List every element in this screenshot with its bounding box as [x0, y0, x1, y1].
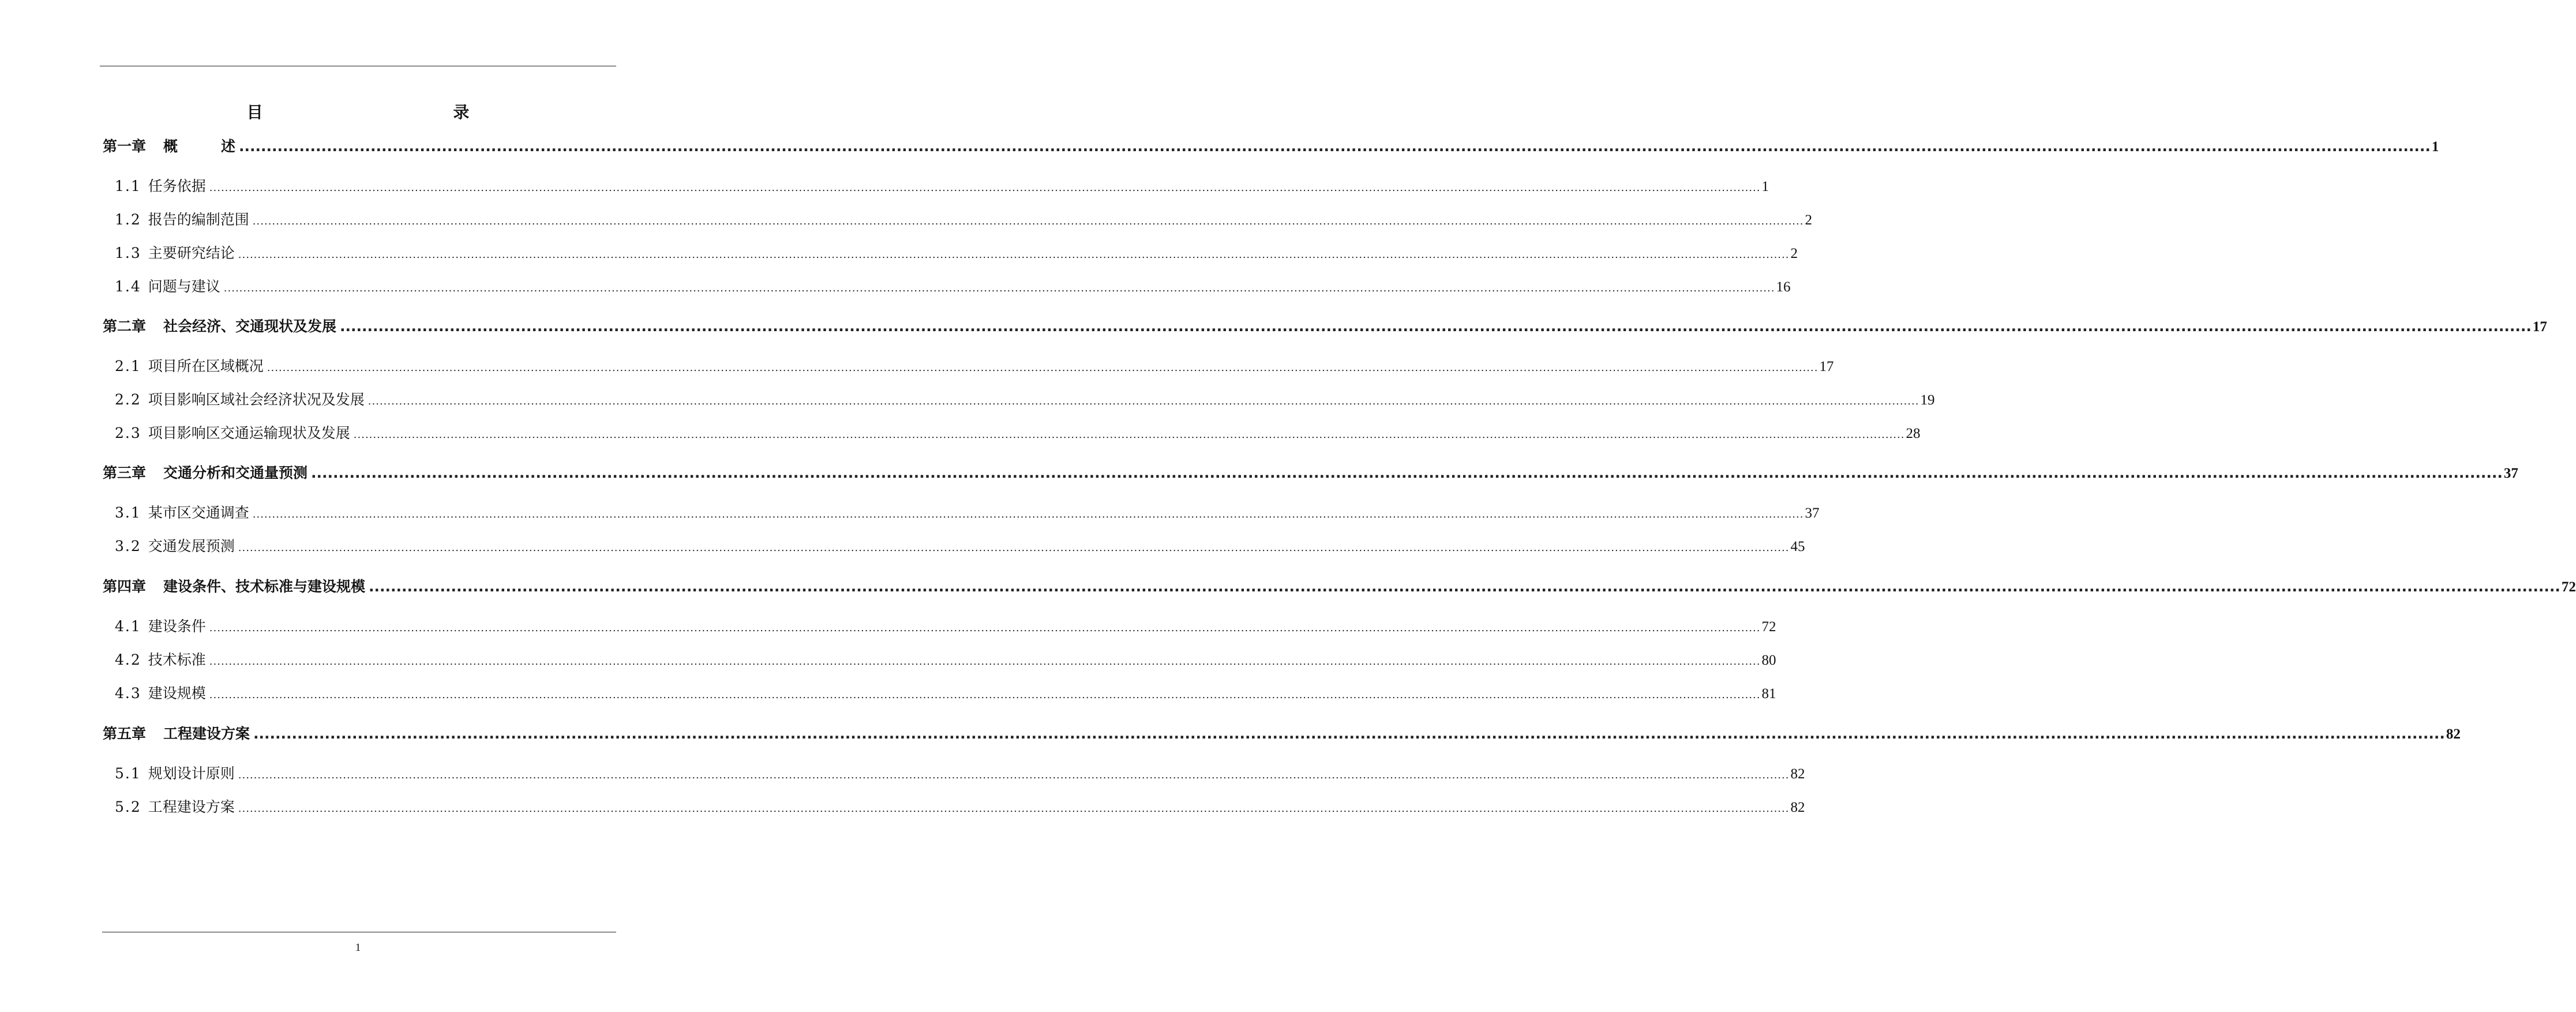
toc-entry-label — [115, 420, 350, 447]
toc-entry-page-number: 82 — [1790, 766, 1805, 782]
toc-entry-label — [103, 133, 235, 160]
toc-entry-number: 第一章 — [103, 138, 147, 155]
toc-entry-number: 5.1 — [115, 765, 141, 782]
toc-entry-label — [103, 460, 308, 486]
toc-entry-page-number: 17 — [2532, 319, 2547, 335]
toc-section-entry[interactable] — [115, 207, 1812, 233]
toc-entry-page-number: 82 — [1790, 800, 1805, 815]
toc-entry-page-number: 28 — [1906, 426, 1921, 441]
dot-leader: ................................................................................................................................................................................................................................................................................................................................................................................................................ — [209, 655, 1761, 668]
toc-entry-title: 规划设计原则 — [148, 765, 235, 782]
toc-entry-label — [115, 173, 206, 200]
toc-entry-label — [103, 721, 250, 747]
dot-leader: ................................................................................................................................................................................................................................................................................................................................................................................................................ — [209, 182, 1761, 194]
toc-entry-number: 2.2 — [115, 391, 141, 408]
toc-chapter-entry[interactable] — [103, 313, 2547, 340]
dot-leader: ................................................................................................................................................................................................................................................................................................................................................................................................................ — [238, 803, 1790, 815]
toc-entry-page-number: 16 — [1776, 279, 1791, 295]
toc-entry-label — [115, 760, 235, 787]
dot-leader: ................................................................................................................................................................................................................................................................................................................................................................................................................ — [238, 769, 1790, 781]
toc-entry-title: 报告的编制范围 — [148, 211, 249, 228]
toc-entry-title: 项目所在区域概况 — [148, 358, 264, 374]
toc-entry-title: 工程建设方案 — [148, 799, 235, 815]
dot-leader: ................................................................................................................................................................................................................................................................................................................................................................................................................ — [238, 249, 1790, 261]
toc-entry-title: 社会经济、交通现状及发展 — [163, 318, 337, 335]
toc-entry-label — [115, 680, 206, 707]
dot-leader: ................................................................................................................................................................................................................................................................................................................................................................................................................ — [340, 318, 2532, 335]
dot-leader: ................................................................................................................................................................................................................................................................................................................................................................................................................ — [209, 622, 1761, 634]
toc-chapter-entry[interactable] — [103, 574, 2576, 600]
toc-chapter-entry[interactable] — [103, 721, 2461, 747]
toc-entry-number: 第五章 — [103, 725, 147, 742]
toc-section-entry[interactable] — [115, 273, 1791, 300]
toc-entry-number: 2.1 — [115, 358, 141, 374]
dot-leader: ................................................................................................................................................................................................................................................................................................................................................................................................................ — [252, 508, 1804, 520]
toc-entry-number: 4.2 — [115, 651, 141, 668]
toc-entry-title: 交通发展预测 — [148, 538, 235, 554]
toc-entry-label — [103, 574, 365, 600]
toc-entry-title: 任务依据 — [148, 178, 206, 194]
toc-entry-number: 3.2 — [115, 538, 141, 554]
toc-section-entry[interactable] — [115, 680, 1776, 707]
toc-section-entry[interactable] — [115, 647, 1776, 673]
toc-entry-number: 1.1 — [115, 178, 141, 194]
toc-entry-page-number: 1 — [2431, 139, 2439, 155]
toc-entry-number: 1.2 — [115, 211, 141, 228]
footer-page-number: 1 — [355, 942, 361, 954]
toc-entry-page-number: 72 — [1761, 619, 1776, 635]
dot-leader: ................................................................................................................................................................................................................................................................................................................................................................................................................ — [223, 282, 1775, 294]
dot-leader: ................................................................................................................................................................................................................................................................................................................................................................................................................ — [369, 578, 2560, 595]
toc-entry-number: 4.1 — [115, 618, 141, 635]
toc-section-entry[interactable] — [115, 500, 1820, 526]
toc-section-entry[interactable] — [115, 420, 1921, 447]
toc-section-entry[interactable] — [115, 173, 1769, 200]
toc-entry-page-number: 2 — [1790, 246, 1798, 261]
toc-entry-title: 交通分析和交通量预测 — [163, 464, 308, 481]
toc-entry-page-number: 80 — [1761, 653, 1776, 668]
dot-leader: ................................................................................................................................................................................................................................................................................................................................................................................................................ — [253, 725, 2445, 742]
dot-leader: ................................................................................................................................................................................................................................................................................................................................................................................................................ — [311, 464, 2503, 481]
toc-entry-title: 主要研究结论 — [148, 245, 235, 261]
toc-entry-number: 5.2 — [115, 799, 141, 815]
toc-entry-label — [115, 240, 235, 267]
dot-leader: ................................................................................................................................................................................................................................................................................................................................................................................................................ — [238, 542, 1790, 554]
toc-entry-number: 第四章 — [103, 578, 147, 595]
dot-leader: ................................................................................................................................................................................................................................................................................................................................................................................................................ — [353, 429, 1905, 441]
toc-entry-page-number: 1 — [1761, 179, 1769, 194]
toc-entry-label — [103, 313, 336, 340]
toc-entry-page-number: 19 — [1920, 392, 1935, 408]
toc-section-entry[interactable] — [115, 794, 1805, 820]
toc-entry-label — [115, 533, 235, 560]
toc-entry-title: 项目影响区交通运输现状及发展 — [148, 425, 350, 441]
toc-entry-page-number: 45 — [1790, 539, 1805, 554]
toc-entry-title: 项目影响区域社会经济状况及发展 — [148, 391, 365, 408]
toc-entry-label — [115, 207, 249, 233]
toc-title: 目 录 — [246, 103, 562, 122]
toc-entry-page-number: 81 — [1761, 686, 1776, 702]
toc-entry-number: 第三章 — [103, 464, 147, 481]
toc-entry-number: 4.3 — [115, 685, 141, 702]
dot-leader: ................................................................................................................................................................................................................................................................................................................................................................................................................ — [368, 395, 1919, 407]
toc-entry-page-number: 37 — [1805, 505, 1820, 521]
toc-entry-title: 建设规模 — [148, 685, 206, 702]
toc-entry-number: 1.3 — [115, 245, 141, 261]
toc-chapter-entry[interactable] — [103, 460, 2518, 486]
toc-entry-title: 问题与建议 — [148, 278, 220, 295]
toc-entry-page-number: 82 — [2446, 726, 2461, 742]
dot-leader: ................................................................................................................................................................................................................................................................................................................................................................................................................ — [209, 689, 1761, 701]
toc-entry-title: 建设条件 — [148, 618, 206, 635]
toc-section-entry[interactable] — [115, 613, 1776, 640]
toc-entry-label — [115, 353, 264, 380]
toc-section-entry[interactable] — [115, 240, 1798, 267]
toc-entry-title: 建设条件、技术标准与建设规模 — [163, 578, 366, 595]
dot-leader: ................................................................................................................................................................................................................................................................................................................................................................................................................ — [267, 362, 1818, 374]
toc-entry-page-number: 17 — [1819, 359, 1834, 374]
toc-chapter-entry[interactable] — [103, 133, 2439, 160]
toc-entry-page-number: 72 — [2561, 579, 2576, 595]
toc-entry-number: 3.1 — [115, 504, 141, 521]
toc-entry-label — [115, 794, 235, 820]
toc-entry-number: 1.4 — [115, 278, 141, 295]
toc-entry-title: 技术标准 — [148, 651, 206, 668]
toc-entry-title: 工程建设方案 — [163, 725, 250, 742]
toc-entry-number: 2.3 — [115, 425, 141, 441]
toc-section-entry[interactable] — [115, 353, 1834, 380]
toc-section-entry[interactable] — [115, 533, 1805, 560]
toc-entry-label — [115, 273, 220, 300]
toc-entry-page-number: 37 — [2503, 466, 2518, 481]
toc-entry-title: 某市区交通调查 — [148, 504, 249, 521]
toc-section-entry[interactable] — [115, 387, 1935, 413]
toc-entry-label — [115, 613, 206, 640]
dot-leader: ................................................................................................................................................................................................................................................................................................................................................................................................................ — [252, 215, 1804, 227]
toc-entry-label — [115, 387, 365, 413]
toc-entry-label — [115, 500, 249, 526]
toc-section-entry[interactable] — [115, 760, 1805, 787]
toc-entry-page-number: 2 — [1805, 212, 1812, 228]
toc-entry-number: 第二章 — [103, 318, 147, 335]
dot-leader: ................................................................................................................................................................................................................................................................................................................................................................................................................ — [239, 138, 2431, 155]
toc-entry-title: 概 述 — [163, 138, 236, 155]
toc-entry-label — [115, 647, 206, 673]
